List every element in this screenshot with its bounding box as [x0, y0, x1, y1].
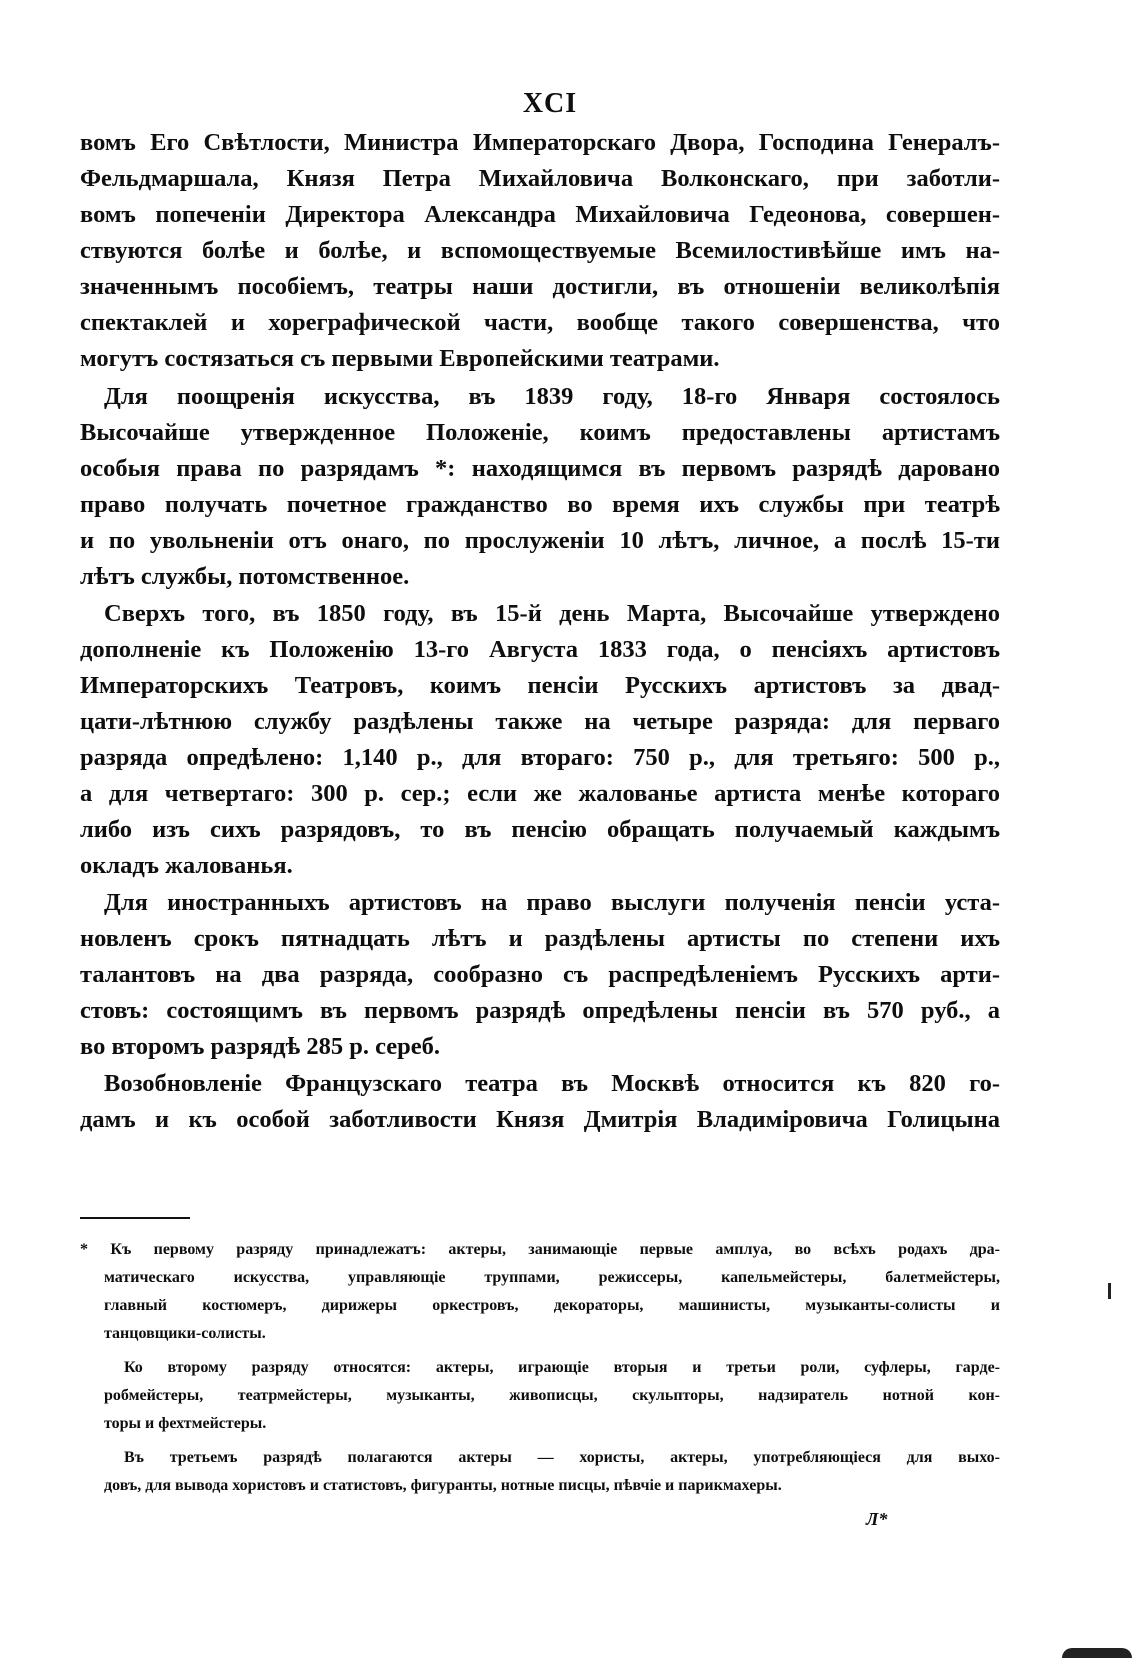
footnote-line-5: Ко второму разряду относятся: актеры, играющіе вторыя и третьи роли, суфлеры, гарде-	[124, 1359, 1000, 1376]
footnote-line-2: матическаго искусства, управляющіе труппами, режиссеры, капельмейстеры, балетмейстеры,	[104, 1269, 1000, 1286]
body-line-21: окладъ жалованья.	[80, 852, 293, 879]
body-line-19: а для четвертаго: 300 р. сер.; если же жалованье артиста менѣе котораго	[80, 780, 1000, 807]
body-line-7: могутъ состязаться съ первыми Европейскими театрами.	[80, 345, 720, 372]
body-line-26: во второмъ разрядѣ 285 р. сереб.	[80, 1033, 441, 1060]
body-line-12: и по увольненіи отъ онаго, по прослуженіи 10 лѣтъ, личное, а послѣ 15-ти	[80, 527, 1000, 554]
body-line-25: стовъ: состоящимъ въ первомъ разрядѣ опредѣлены пенсіи въ 570 руб., а	[80, 997, 1000, 1024]
body-line-20: либо изъ сихъ разрядовъ, то въ пенсію обращать получаемый каждымъ	[80, 816, 1000, 843]
body-line-27: Возобновленіе Французскаго театра въ Москвѣ относится къ 820 го-	[104, 1070, 1000, 1097]
footnote-line-7: торы и фехтмейстеры.	[104, 1415, 267, 1432]
body-line-4: ствуются болѣе и болѣе, и вспомоществуемые Всемилостивѣйше имъ на-	[80, 237, 1000, 264]
body-line-28: дамъ и къ особой заботливости Князя Дмитрія Владиміровича Голицына	[80, 1106, 1000, 1133]
body-line-16: Императорскихъ Театровъ, коимъ пенсіи Русскихъ артистовъ за двад-	[80, 672, 1000, 699]
body-line-2: Фельдмаршала, Князя Петра Михайловича Волконскаго, при заботли-	[80, 165, 1000, 192]
body-line-14: Сверхъ того, въ 1850 году, въ 15-й день Марта, Высочайше утверждено	[104, 600, 1000, 627]
body-line-5: значеннымъ пособіемъ, театры наши достигли, въ отношеніи великолѣпія	[80, 273, 1000, 300]
footnote-line-8: Въ третьемъ разрядѣ полагаются актеры — хористы, актеры, употребляющіеся для выхо-	[124, 1449, 1000, 1466]
body-line-18: разряда опредѣлено: 1,140 р., для втораго: 750 р., для третьяго: 500 р.,	[80, 744, 1000, 771]
body-line-6: спектаклей и хореграфической части, вообще такого совершенства, что	[80, 309, 1000, 336]
footnote-line-9: довъ, для вывода хористовъ и статистовъ, фигуранты, нотные писцы, пѣвчіе и парикмахеры.	[104, 1477, 782, 1494]
body-line-24: талантовъ на два разряда, сообразно съ распредѣленіемъ Русскихъ арти-	[80, 961, 1000, 988]
signature-mark: Л*	[866, 1509, 888, 1529]
body-line-13: лѣтъ службы, потомственное.	[80, 563, 410, 590]
footnote-rule	[80, 1217, 190, 1219]
body-line-22: Для иностранныхъ артистовъ на право выслуги полученія пенсіи уста-	[104, 889, 1000, 916]
body-line-1: вомъ Его Свѣтлости, Министра Императорскаго Двора, Господина Генералъ-	[80, 129, 1000, 156]
body-line-3: вомъ попеченіи Директора Александра Михайловича Гедеонова, совершен-	[80, 201, 1000, 228]
page-number: XCI	[522, 88, 578, 119]
body-line-17: цати-лѣтнюю службу раздѣлены также на четыре разряда: для перваго	[80, 708, 1000, 735]
footnote-line-6: робмейстеры, театрмейстеры, музыканты, живописцы, скульпторы, надзиратель нотной кон-	[104, 1387, 1000, 1404]
footnote-line-4: танцовщики-солисты.	[104, 1325, 266, 1342]
body-line-15: дополненіе къ Положенію 13-го Августа 1833 года, о пенсіяхъ артистовъ	[80, 636, 1000, 663]
body-line-10: особыя права по разрядамъ *: находящимся въ первомъ разрядѣ даровано	[80, 455, 1000, 482]
footnote-line-1: * Къ первому разряду принадлежатъ: актеры, занимающіе первые амплуа, во всѣхъ родахъ дра-	[80, 1241, 1000, 1258]
body-line-11: право получать почетное гражданство во время ихъ службы при театрѣ	[80, 491, 1000, 518]
body-line-9: Высочайше утвержденное Положеніе, коимъ предоставлены артистамъ	[80, 419, 1000, 446]
footnote-line-3: главный костюмеръ, дирижеры оркестровъ, декораторы, машинисты, музыканты-солисты и	[104, 1297, 1000, 1314]
scan-artifact-mark	[1108, 1283, 1111, 1299]
scan-artifact-edge	[1062, 1648, 1132, 1658]
body-line-8: Для поощренія искусства, въ 1839 году, 18-го Января состоялось	[104, 383, 1000, 410]
body-line-23: новленъ срокъ пятнадцать лѣтъ и раздѣлены артисты по степени ихъ	[80, 925, 1000, 952]
